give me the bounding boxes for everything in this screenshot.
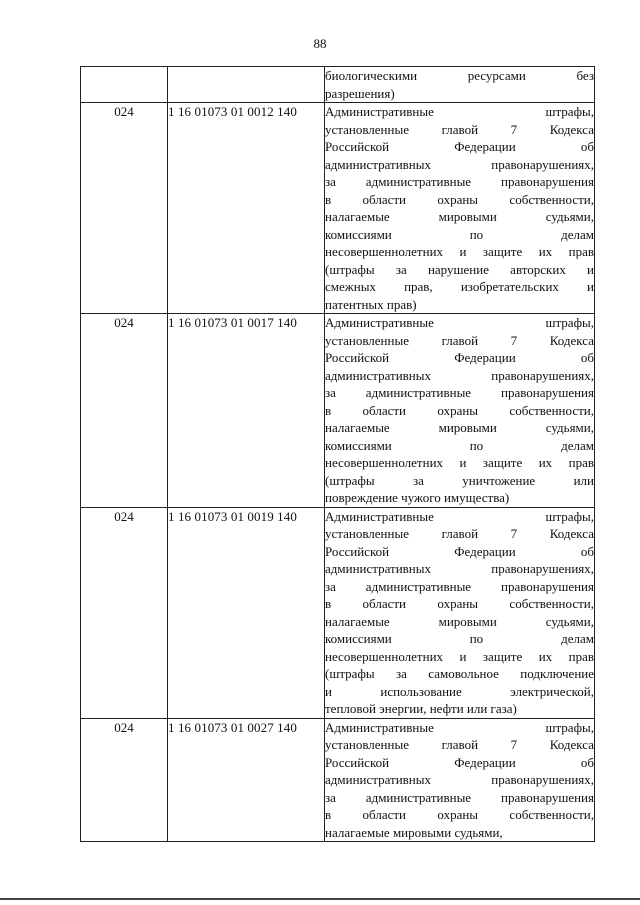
budget-classification-code-cell: 1 16 01073 01 0019 140 xyxy=(168,507,325,718)
description-line: комиссиями по делам xyxy=(325,631,594,646)
description-cell xyxy=(325,67,595,103)
description-line: Административные штрафы, xyxy=(325,508,594,524)
budget-codes-table xyxy=(80,66,595,842)
description-line: Административные штрафы, xyxy=(325,104,594,119)
table-row xyxy=(81,67,595,103)
description-cell xyxy=(325,314,595,508)
description-line: в области охраны собственности, xyxy=(325,596,594,611)
description-line: тепловой энергии, нефти или газа) xyxy=(325,701,517,716)
description-line: за административные правонарушения xyxy=(325,789,594,805)
description-line: разрешения) xyxy=(325,85,395,101)
description-cell xyxy=(325,718,595,842)
table-row xyxy=(81,507,595,718)
budget-classification-code-cell xyxy=(168,67,325,103)
description-line: налагаемые мировыми судьями, xyxy=(325,613,594,629)
description-line: Российской Федерации об xyxy=(325,139,594,154)
admin-code-cell: 024 xyxy=(81,103,168,314)
description-line: комиссиями по делам xyxy=(325,437,594,453)
description-line: смежных прав, изобретательских и xyxy=(325,279,594,294)
admin-code-cell: 024 xyxy=(81,718,168,842)
description-line: (штрафы за уничтожение или xyxy=(325,472,594,488)
description-line: повреждение чужого имущества) xyxy=(325,490,510,505)
description-line: установленные главой 7 Кодекса xyxy=(325,332,594,348)
admin-code-cell: 024 xyxy=(81,507,168,718)
budget-classification-code-cell: 1 16 01073 01 0017 140 xyxy=(168,314,325,508)
description-line: налагаемые мировыми судьями, xyxy=(325,209,594,224)
table-row xyxy=(81,314,595,508)
description-line: административных правонарушениях, xyxy=(325,561,594,576)
description-line: Российской Федерации об xyxy=(325,543,594,559)
description-line: за административные правонарушения xyxy=(325,174,594,189)
admin-code-cell xyxy=(81,67,168,103)
description-line: Административные штрафы, xyxy=(325,315,594,330)
budget-classification-code-cell: 1 16 01073 01 0012 140 xyxy=(168,103,325,314)
description-line: налагаемые мировыми судьями, xyxy=(325,420,594,435)
table-row xyxy=(81,103,595,314)
scan-edge-line xyxy=(0,898,640,900)
description-line: в области охраны собственности, xyxy=(325,807,594,822)
description-line: установленные главой 7 Кодекса xyxy=(325,737,594,752)
description-line: патентных прав) xyxy=(325,296,417,312)
description-line: административных правонарушениях, xyxy=(325,772,594,787)
description-line: налагаемые мировыми судьями, xyxy=(325,824,503,840)
description-line: в области охраны собственности, xyxy=(325,402,594,418)
description-line: Административные штрафы, xyxy=(325,719,594,735)
description-line: административных правонарушениях, xyxy=(325,156,594,172)
description-line: биологическими ресурсами без xyxy=(325,68,594,83)
description-cell xyxy=(325,507,595,718)
table-row xyxy=(81,718,595,842)
description-line: установленные главой 7 Кодекса xyxy=(325,121,594,137)
description-line: несовершеннолетних и защите их прав xyxy=(325,455,594,470)
page-number: 88 xyxy=(313,36,327,51)
budget-classification-code-cell: 1 16 01073 01 0027 140 xyxy=(168,718,325,842)
description-cell xyxy=(325,103,595,314)
description-line: за административные правонарушения xyxy=(325,578,594,594)
description-line: установленные главой 7 Кодекса xyxy=(325,526,594,541)
admin-code-cell: 024 xyxy=(81,314,168,508)
description-line: Российской Федерации об xyxy=(325,754,594,770)
description-line: несовершеннолетних и защите их прав xyxy=(325,648,594,664)
description-line: и использование электрической, xyxy=(325,683,594,699)
description-line: несовершеннолетних и защите их прав xyxy=(325,244,594,259)
description-line: в области охраны собственности, xyxy=(325,191,594,207)
description-line: административных правонарушениях, xyxy=(325,367,594,383)
description-line: комиссиями по делам xyxy=(325,226,594,242)
description-line: (штрафы за нарушение авторских и xyxy=(325,261,594,277)
description-line: (штрафы за самовольное подключение xyxy=(325,666,594,681)
description-line: за административные правонарушения xyxy=(325,385,594,400)
description-line: Российской Федерации об xyxy=(325,350,594,365)
